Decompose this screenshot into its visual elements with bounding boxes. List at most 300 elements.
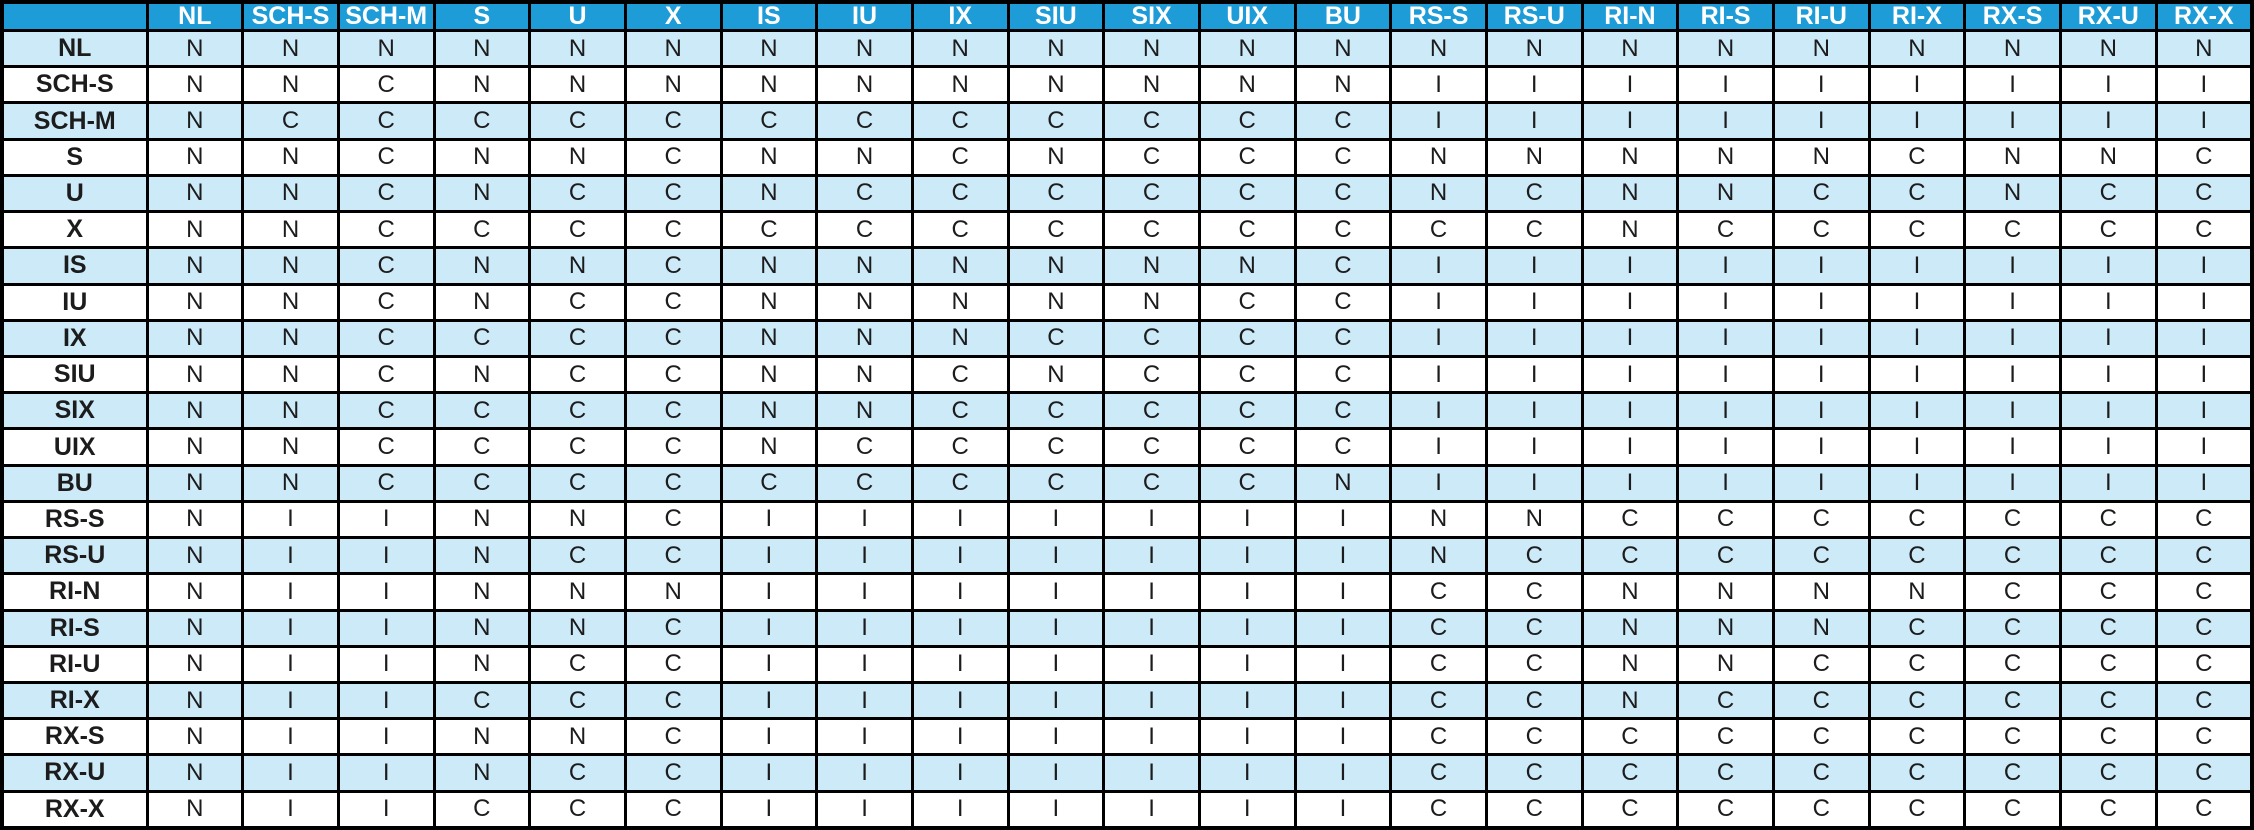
- matrix-cell: I: [1965, 465, 2061, 501]
- row-header: S: [2, 139, 147, 175]
- matrix-cell: N: [1965, 31, 2061, 67]
- matrix-cell: N: [530, 719, 626, 755]
- matrix-cell: C: [338, 175, 434, 211]
- matrix-cell: C: [434, 791, 530, 828]
- matrix-cell: C: [1486, 755, 1582, 791]
- matrix-cell: C: [1582, 538, 1678, 574]
- matrix-cell: I: [817, 501, 913, 537]
- matrix-cell: I: [338, 646, 434, 682]
- matrix-cell: I: [721, 538, 817, 574]
- matrix-cell: N: [1965, 139, 2061, 175]
- matrix-cell: N: [434, 610, 530, 646]
- matrix-cell: C: [1391, 574, 1487, 610]
- matrix-cell: I: [1773, 103, 1869, 139]
- matrix-cell: C: [1869, 501, 1965, 537]
- column-header: RX-X: [2156, 2, 2252, 31]
- column-header: SIU: [1008, 2, 1104, 31]
- matrix-cell: N: [243, 356, 339, 392]
- matrix-cell: I: [1678, 429, 1774, 465]
- matrix-cell: C: [1582, 501, 1678, 537]
- matrix-cell: C: [2060, 212, 2156, 248]
- matrix-cell: C: [2060, 175, 2156, 211]
- matrix-cell: C: [1008, 103, 1104, 139]
- matrix-cell: I: [1008, 501, 1104, 537]
- matrix-cell: N: [1199, 67, 1295, 103]
- matrix-cell: I: [1869, 465, 1965, 501]
- matrix-cell: N: [721, 356, 817, 392]
- matrix-cell: I: [2060, 429, 2156, 465]
- matrix-cell: C: [2156, 139, 2252, 175]
- matrix-cell: C: [912, 139, 1008, 175]
- matrix-cell: C: [817, 465, 913, 501]
- table-row: [2, 31, 2252, 67]
- matrix-cell: I: [243, 719, 339, 755]
- matrix-cell: I: [817, 646, 913, 682]
- matrix-cell: I: [1199, 719, 1295, 755]
- matrix-cell: C: [625, 791, 721, 828]
- matrix-cell: C: [1773, 682, 1869, 718]
- row-header: SIX: [2, 393, 147, 429]
- matrix-cell: C: [912, 429, 1008, 465]
- matrix-cell: C: [1199, 103, 1295, 139]
- matrix-cell: C: [434, 103, 530, 139]
- table-row: [2, 139, 2252, 175]
- matrix-cell: N: [1199, 248, 1295, 284]
- matrix-cell: C: [625, 103, 721, 139]
- matrix-cell: I: [2156, 320, 2252, 356]
- matrix-cell: I: [1965, 356, 2061, 392]
- matrix-cell: C: [1773, 755, 1869, 791]
- matrix-cell: C: [625, 501, 721, 537]
- matrix-cell: C: [2060, 682, 2156, 718]
- row-header: RI-N: [2, 574, 147, 610]
- matrix-cell: N: [147, 31, 243, 67]
- column-header: S: [434, 2, 530, 31]
- matrix-cell: I: [1773, 320, 1869, 356]
- matrix-cell: I: [243, 574, 339, 610]
- column-header: RI-U: [1773, 2, 1869, 31]
- matrix-cell: N: [147, 429, 243, 465]
- matrix-cell: N: [1008, 139, 1104, 175]
- matrix-cell: N: [243, 248, 339, 284]
- matrix-cell: C: [625, 356, 721, 392]
- matrix-cell: N: [912, 31, 1008, 67]
- matrix-cell: C: [1678, 538, 1774, 574]
- matrix-cell: C: [1391, 755, 1487, 791]
- matrix-cell: C: [1869, 139, 1965, 175]
- matrix-cell: C: [625, 429, 721, 465]
- matrix-cell: I: [243, 755, 339, 791]
- matrix-cell: C: [530, 755, 626, 791]
- matrix-cell: N: [721, 429, 817, 465]
- matrix-cell: N: [1678, 31, 1774, 67]
- matrix-cell: I: [2156, 356, 2252, 392]
- matrix-cell: I: [1486, 103, 1582, 139]
- matrix-cell: C: [625, 175, 721, 211]
- matrix-cell: C: [2060, 719, 2156, 755]
- matrix-cell: N: [912, 284, 1008, 320]
- matrix-cell: N: [1295, 465, 1391, 501]
- matrix-cell: C: [338, 393, 434, 429]
- table-row: [2, 501, 2252, 537]
- matrix-cell: C: [338, 103, 434, 139]
- matrix-cell: I: [2156, 393, 2252, 429]
- matrix-cell: C: [434, 393, 530, 429]
- matrix-cell: I: [1008, 538, 1104, 574]
- matrix-cell: C: [1295, 356, 1391, 392]
- column-header: IU: [817, 2, 913, 31]
- matrix-cell: C: [1295, 175, 1391, 211]
- matrix-cell: C: [2156, 682, 2252, 718]
- matrix-header-row: [2, 2, 2252, 31]
- matrix-cell: C: [243, 103, 339, 139]
- column-header: BU: [1295, 2, 1391, 31]
- matrix-cell: I: [243, 610, 339, 646]
- matrix-cell: C: [1678, 719, 1774, 755]
- matrix-cell: C: [1869, 646, 1965, 682]
- matrix-cell: N: [1582, 212, 1678, 248]
- row-header: IX: [2, 320, 147, 356]
- table-row: [2, 791, 2252, 828]
- matrix-cell: C: [1582, 719, 1678, 755]
- matrix-cell: N: [2156, 31, 2252, 67]
- matrix-cell: C: [625, 610, 721, 646]
- table-row: [2, 538, 2252, 574]
- matrix-cell: I: [1008, 719, 1104, 755]
- matrix-cell: N: [530, 139, 626, 175]
- matrix-cell: C: [1295, 284, 1391, 320]
- matrix-cell: I: [1104, 574, 1200, 610]
- row-header: SIU: [2, 356, 147, 392]
- matrix-cell: I: [1391, 356, 1487, 392]
- matrix-cell: N: [147, 67, 243, 103]
- matrix-cell: N: [721, 139, 817, 175]
- matrix-cell: I: [817, 755, 913, 791]
- matrix-cell: C: [1678, 791, 1774, 828]
- matrix-cell: C: [2156, 610, 2252, 646]
- matrix-cell: N: [434, 175, 530, 211]
- matrix-cell: C: [625, 320, 721, 356]
- matrix-cell: C: [1295, 429, 1391, 465]
- matrix-cell: N: [434, 139, 530, 175]
- row-header: RS-U: [2, 538, 147, 574]
- matrix-cell: N: [434, 284, 530, 320]
- matrix-cell: C: [2156, 791, 2252, 828]
- matrix-cell: N: [434, 574, 530, 610]
- matrix-cell: I: [1199, 755, 1295, 791]
- matrix-cell: C: [1295, 103, 1391, 139]
- matrix-cell: C: [2156, 719, 2252, 755]
- matrix-cell: I: [2060, 284, 2156, 320]
- matrix-cell: N: [147, 248, 243, 284]
- matrix-cell: N: [147, 320, 243, 356]
- table-row: [2, 175, 2252, 211]
- matrix-cell: I: [1391, 67, 1487, 103]
- matrix-cell: I: [338, 682, 434, 718]
- matrix-cell: C: [1199, 212, 1295, 248]
- matrix-cell: I: [2060, 103, 2156, 139]
- matrix-cell: N: [147, 719, 243, 755]
- matrix-cell: I: [243, 646, 339, 682]
- matrix-cell: I: [1869, 103, 1965, 139]
- matrix-cell: I: [1869, 284, 1965, 320]
- matrix-cell: C: [1391, 719, 1487, 755]
- table-row: [2, 284, 2252, 320]
- matrix-cell: C: [338, 429, 434, 465]
- table-row: [2, 429, 2252, 465]
- matrix-cell: I: [338, 719, 434, 755]
- matrix-cell: I: [721, 646, 817, 682]
- matrix-cell: I: [912, 610, 1008, 646]
- matrix-cell: C: [912, 465, 1008, 501]
- matrix-cell: N: [1582, 175, 1678, 211]
- matrix-cell: C: [1295, 248, 1391, 284]
- matrix-cell: I: [1582, 248, 1678, 284]
- matrix-cell: I: [1391, 320, 1487, 356]
- matrix-cell: I: [817, 538, 913, 574]
- matrix-cell: C: [1582, 791, 1678, 828]
- matrix-cell: C: [2060, 646, 2156, 682]
- matrix-cell: C: [1199, 465, 1295, 501]
- matrix-cell: C: [434, 320, 530, 356]
- matrix-cell: I: [1008, 791, 1104, 828]
- matrix-cell: I: [1965, 248, 2061, 284]
- matrix-cell: I: [1199, 610, 1295, 646]
- matrix-cell: I: [721, 501, 817, 537]
- matrix-cell: I: [1773, 284, 1869, 320]
- matrix-cell: I: [1869, 429, 1965, 465]
- table-row: [2, 103, 2252, 139]
- table-row: [2, 719, 2252, 755]
- matrix-cell: N: [1391, 31, 1487, 67]
- matrix-cell: C: [1486, 646, 1582, 682]
- matrix-cell: I: [721, 755, 817, 791]
- matrix-cell: C: [1199, 320, 1295, 356]
- matrix-cell: I: [1104, 610, 1200, 646]
- matrix-cell: N: [243, 429, 339, 465]
- matrix-cell: C: [1008, 175, 1104, 211]
- matrix-cell: C: [625, 212, 721, 248]
- matrix-cell: I: [243, 682, 339, 718]
- matrix-cell: N: [1582, 646, 1678, 682]
- matrix-cell: C: [625, 139, 721, 175]
- matrix-cell: I: [338, 610, 434, 646]
- matrix-cell: I: [1582, 393, 1678, 429]
- matrix-cell: C: [1486, 538, 1582, 574]
- matrix-cell: C: [1965, 538, 2061, 574]
- matrix-cell: I: [817, 574, 913, 610]
- matrix-cell: N: [243, 320, 339, 356]
- matrix-cell: I: [1486, 465, 1582, 501]
- matrix-cell: C: [1104, 429, 1200, 465]
- matrix-cell: I: [1008, 682, 1104, 718]
- matrix-body: [2, 31, 2252, 829]
- matrix-cell: I: [1965, 429, 2061, 465]
- matrix-cell: C: [1869, 682, 1965, 718]
- matrix-cell: N: [1391, 538, 1487, 574]
- matrix-cell: I: [1008, 610, 1104, 646]
- matrix-cell: C: [530, 465, 626, 501]
- matrix-cell: I: [1199, 538, 1295, 574]
- matrix-cell: C: [338, 284, 434, 320]
- column-header: U: [530, 2, 626, 31]
- matrix-cell: N: [243, 465, 339, 501]
- table-row: [2, 393, 2252, 429]
- matrix-cell: C: [1199, 139, 1295, 175]
- matrix-cell: N: [243, 67, 339, 103]
- matrix-cell: I: [912, 755, 1008, 791]
- matrix-cell: C: [2060, 501, 2156, 537]
- matrix-cell: C: [1391, 682, 1487, 718]
- matrix-cell: I: [1391, 103, 1487, 139]
- matrix-cell: C: [1965, 682, 2061, 718]
- matrix-cell: I: [817, 610, 913, 646]
- matrix-cell: I: [1582, 103, 1678, 139]
- matrix-cell: N: [1678, 574, 1774, 610]
- matrix-cell: I: [1486, 284, 1582, 320]
- matrix-cell: I: [1391, 393, 1487, 429]
- matrix-cell: I: [1869, 67, 1965, 103]
- matrix-cell: I: [243, 501, 339, 537]
- matrix-cell: C: [1295, 320, 1391, 356]
- matrix-cell: N: [1104, 248, 1200, 284]
- matrix-cell: I: [2156, 465, 2252, 501]
- matrix-cell: N: [243, 175, 339, 211]
- matrix-cell: C: [2060, 610, 2156, 646]
- matrix-cell: C: [1965, 212, 2061, 248]
- column-header: X: [625, 2, 721, 31]
- matrix-cell: I: [2156, 103, 2252, 139]
- matrix-cell: I: [1678, 356, 1774, 392]
- matrix-cell: I: [1965, 284, 2061, 320]
- matrix-cell: I: [338, 538, 434, 574]
- matrix-cell: C: [817, 175, 913, 211]
- matrix-cell: N: [434, 356, 530, 392]
- matrix-cell: C: [1965, 610, 2061, 646]
- matrix-cell: N: [817, 356, 913, 392]
- matrix-cell: I: [912, 538, 1008, 574]
- matrix-cell: N: [1008, 284, 1104, 320]
- matrix-cell: N: [434, 538, 530, 574]
- row-header: RI-U: [2, 646, 147, 682]
- matrix-cell: C: [1678, 755, 1774, 791]
- matrix-cell: N: [147, 103, 243, 139]
- matrix-cell: C: [2156, 755, 2252, 791]
- matrix-cell: N: [1869, 574, 1965, 610]
- matrix-cell: N: [2060, 139, 2156, 175]
- matrix-cell: C: [2156, 574, 2252, 610]
- matrix-cell: I: [1582, 284, 1678, 320]
- matrix-cell: C: [2156, 501, 2252, 537]
- matrix-cell: I: [1104, 755, 1200, 791]
- matrix-cell: I: [1582, 429, 1678, 465]
- column-header: NL: [147, 2, 243, 31]
- matrix-cell: N: [147, 791, 243, 828]
- matrix-cell: C: [338, 248, 434, 284]
- matrix-cell: N: [1678, 610, 1774, 646]
- matrix-cell: C: [530, 538, 626, 574]
- matrix-cell: N: [721, 248, 817, 284]
- table-row: [2, 646, 2252, 682]
- column-header: RS-U: [1486, 2, 1582, 31]
- matrix-cell: N: [912, 320, 1008, 356]
- matrix-cell: I: [1678, 248, 1774, 284]
- matrix-cell: I: [1869, 356, 1965, 392]
- matrix-cell: C: [1965, 719, 2061, 755]
- matrix-cell: I: [721, 682, 817, 718]
- matrix-cell: N: [1104, 67, 1200, 103]
- column-header: SCH-M: [338, 2, 434, 31]
- matrix-cell: N: [147, 682, 243, 718]
- matrix-cell: I: [817, 682, 913, 718]
- matrix-cell: C: [530, 429, 626, 465]
- matrix-cell: I: [2060, 356, 2156, 392]
- matrix-cell: I: [1391, 284, 1487, 320]
- matrix-cell: N: [434, 501, 530, 537]
- matrix-cell: C: [912, 356, 1008, 392]
- matrix-cell: C: [625, 393, 721, 429]
- matrix-cell: N: [817, 31, 913, 67]
- matrix-cell: I: [2156, 248, 2252, 284]
- matrix-cell: I: [1199, 682, 1295, 718]
- matrix-cell: C: [1965, 574, 2061, 610]
- matrix-cell: N: [721, 67, 817, 103]
- matrix-cell: I: [1773, 429, 1869, 465]
- matrix-cell: C: [1965, 755, 2061, 791]
- matrix-cell: C: [530, 682, 626, 718]
- matrix-cell: I: [1773, 465, 1869, 501]
- matrix-cell: N: [721, 175, 817, 211]
- matrix-cell: N: [817, 67, 913, 103]
- matrix-cell: I: [1869, 248, 1965, 284]
- matrix-cell: C: [1391, 791, 1487, 828]
- matrix-cell: I: [721, 719, 817, 755]
- matrix-cell: C: [1486, 212, 1582, 248]
- matrix-cell: I: [243, 791, 339, 828]
- matrix-cell: N: [147, 574, 243, 610]
- matrix-cell: C: [817, 103, 913, 139]
- matrix-cell: N: [1295, 67, 1391, 103]
- matrix-cell: N: [530, 248, 626, 284]
- matrix-cell: N: [1391, 501, 1487, 537]
- corner-cell: [2, 2, 147, 31]
- column-header: RS-S: [1391, 2, 1487, 31]
- matrix-cell: C: [530, 212, 626, 248]
- matrix-cell: C: [1965, 646, 2061, 682]
- matrix-cell: I: [1678, 465, 1774, 501]
- matrix-cell: N: [1582, 574, 1678, 610]
- matrix-cell: I: [1295, 501, 1391, 537]
- matrix-cell: C: [1008, 320, 1104, 356]
- matrix-cell: I: [1104, 501, 1200, 537]
- matrix-cell: N: [1582, 682, 1678, 718]
- matrix-cell: I: [1965, 320, 2061, 356]
- matrix-cell: I: [1582, 67, 1678, 103]
- matrix-cell: I: [338, 755, 434, 791]
- matrix-cell: I: [1773, 356, 1869, 392]
- column-header: RI-S: [1678, 2, 1774, 31]
- column-header: SIX: [1104, 2, 1200, 31]
- matrix-cell: C: [1295, 139, 1391, 175]
- matrix-cell: N: [147, 284, 243, 320]
- matrix-cell: C: [1678, 501, 1774, 537]
- row-header: RI-S: [2, 610, 147, 646]
- table-row: [2, 465, 2252, 501]
- matrix-cell: C: [1773, 791, 1869, 828]
- matrix-cell: C: [1486, 175, 1582, 211]
- matrix-cell: N: [147, 465, 243, 501]
- matrix-cell: C: [912, 212, 1008, 248]
